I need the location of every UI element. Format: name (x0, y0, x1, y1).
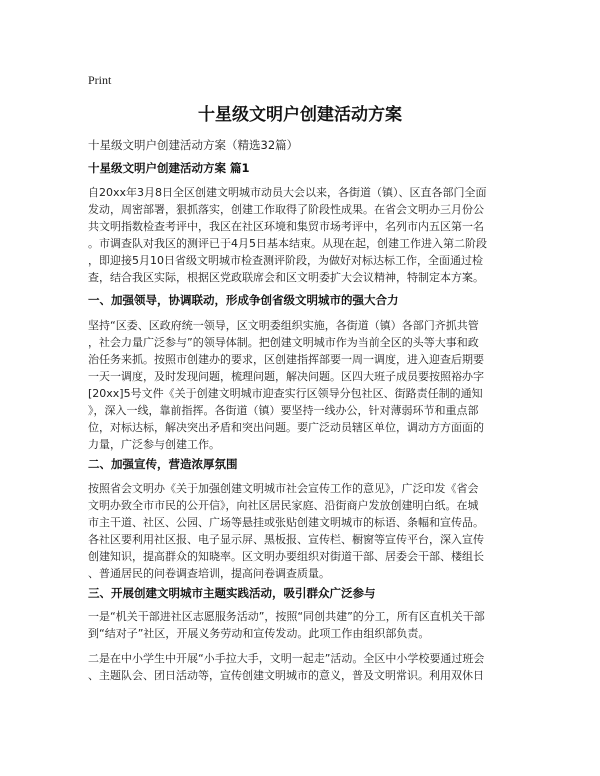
paragraph-line: 共文明指数检查考评中，我区在社区环境和集贸市场考评中，名列市内五区第一名 (88, 220, 484, 233)
paragraph-line: 创建知识，提高群众的知晓率。区文明办要组织对街道干部、居委会干部、楼组长 (88, 550, 484, 563)
part-heading: 十星级文明户创建活动方案 篇1 (88, 161, 250, 175)
paragraph-line: 到“结对子”社区，开展义务劳动和宣传发动。此项工作由组织部负责。 (88, 627, 430, 640)
paragraph-line: 治任务来抓。按照市创建办的要求，区创建指挥部要一周一调度，进入迎查后期要 (88, 353, 484, 366)
paragraph-line: 发动，周密部署，狠抓落实，创建工作取得了阶段性成果。在省会文明办三月份公 (88, 203, 484, 216)
paragraph-line: 坚持“区委、区政府统一领导，区文明委组织实施，各街道（镇）各部门齐抓共管 (88, 319, 479, 332)
paragraph-line: 自20xx年3月8日全区创建文明城市动员大会以来，各街道（镇）、区直各部门全面 (88, 186, 487, 199)
paragraph-line: 位，对标达标，解决突出矛盾和突出问题。要广泛动员辖区单位，调动方方面面的 (88, 421, 484, 434)
paragraph-line: ，社会力量广泛参与”的领导体制。把创建文明城市作为当前全区的头等大事和政 (88, 336, 479, 349)
paragraph-line: 、普通居民的问卷调查培训，提高问卷调查质量。 (88, 567, 330, 580)
paragraph-line: 一天一调度，及时发现问题，梳理问题，解决问题。区四大班子成员要按照裕办字 (88, 370, 484, 383)
paragraph-line: 一是“机关干部进社区志愿服务活动”，按照“同创共建”的分工，所有区直机关干部 (88, 610, 485, 623)
section-1-paragraph (88, 317, 518, 453)
paragraph-line: 。市调查队对我区的测评已于4月5日基本结束。从现在起，创建工作进入第二阶段 (88, 237, 487, 250)
paragraph-line: 文明办致全市市民的公开信》，向社区居民家庭、沿街商户发放创建明白纸。在城 (88, 499, 479, 512)
section-2-paragraph (88, 480, 518, 582)
document-subtitle: 十星级文明户创建活动方案（精选32篇） (88, 138, 299, 152)
paragraph-line: 查，结合我区实际，根据区党政联席会和区文明委扩大会议精神，特制定本方案。 (88, 271, 484, 284)
page-title: 十星级文明户创建活动方案 (198, 105, 402, 125)
paragraph-line: 》，深入一线，靠前指挥。各街道（镇）要坚持一线办公，针对薄弱环节和重点部 (88, 404, 479, 417)
section-heading-2: 二、加强宣传，营造浓厚氛围 (88, 457, 238, 471)
print-link[interactable]: Print (88, 73, 112, 87)
paragraph-line: 力量，广泛参与创建工作。 (88, 438, 220, 451)
section-3a-paragraph (88, 608, 518, 642)
paragraph-line: ，即迎接5月10日省级文明城市检查测评阶段，为做好对标达标工作，全面通过检 (88, 254, 483, 267)
paragraph-line: [20xx]5号文件《关于创建文明城市迎查实行区领导分包社区、街路责任制的通知 (88, 387, 483, 400)
paragraph-line: 二是在中小学生中开展“小手拉大手，文明一起走”活动。全区中小学校要通过班会 (88, 652, 485, 665)
section-heading-3: 三、开展创建文明城市主题实践活动，吸引群众广泛参与 (88, 586, 376, 600)
paragraph-line: 、主题队会、团日活动等，宣传创建文明城市的意义，普及文明常识。利用双休日 (88, 669, 484, 682)
paragraph-line: 各社区要利用社区报、电子显示屏、黑板报、宣传栏、橱窗等宣传平台，深入宣传 (88, 533, 484, 546)
paragraph-line: 按照省会文明办《关于加强创建文明城市社会宣传工作的意见》，广泛印发《省会 (88, 482, 479, 495)
section-3b-paragraph (88, 650, 518, 684)
section-heading-1: 一、加强领导，协调联动，形成争创省级文明城市的强大合力 (88, 293, 399, 307)
intro-paragraph (88, 184, 518, 286)
paragraph-line: 市主干道、社区、公园、广场等悬挂或张贴创建文明城市的标语、条幅和宣传品。 (88, 516, 484, 529)
